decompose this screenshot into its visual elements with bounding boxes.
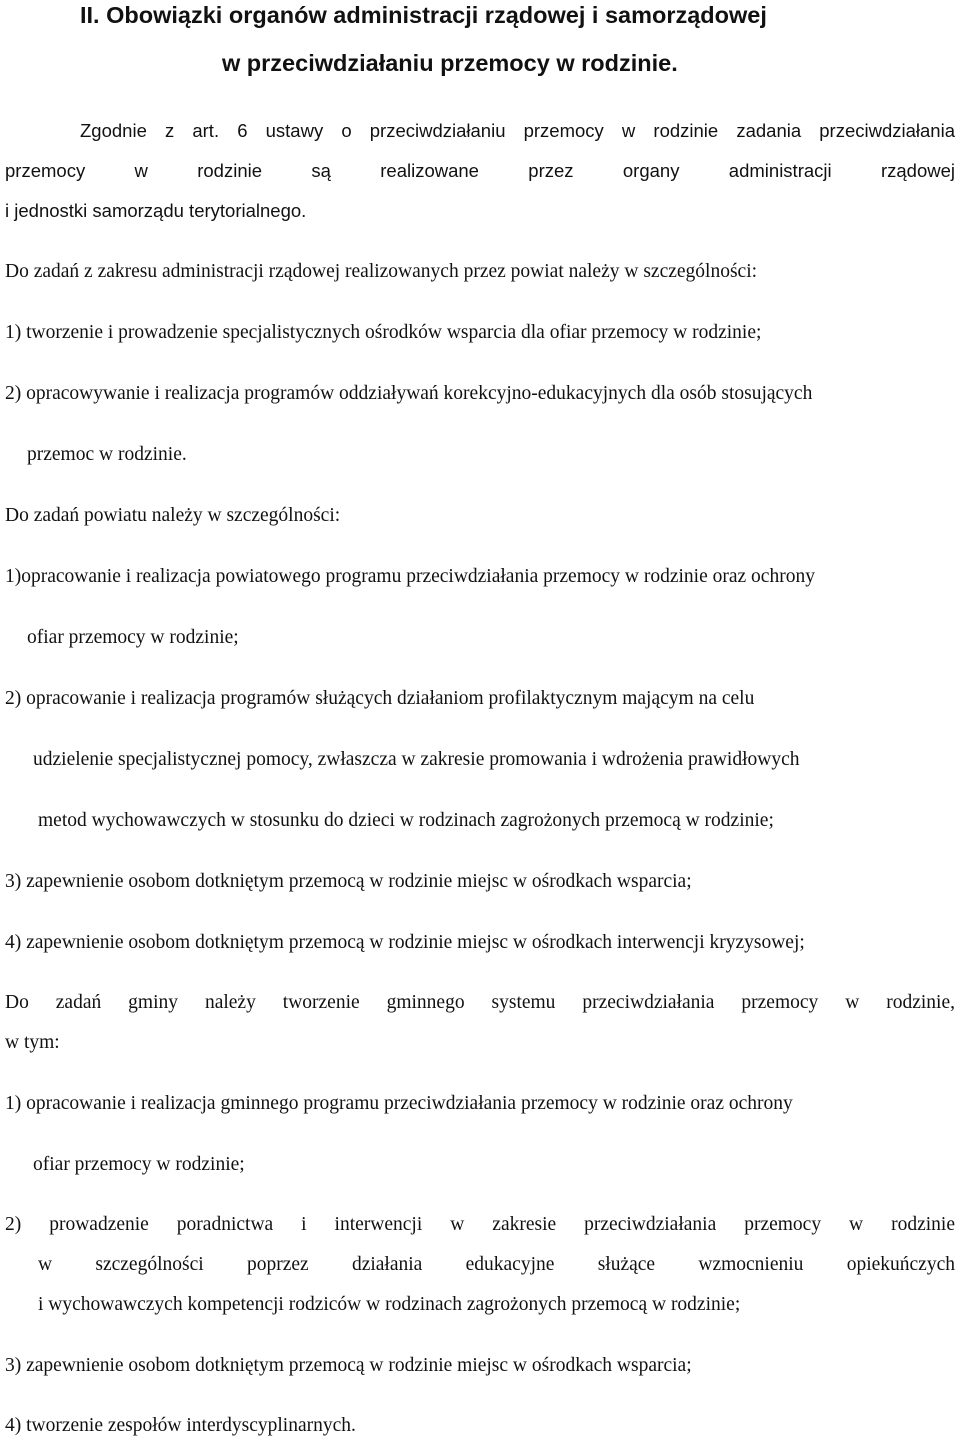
powiat-item-3: 3) zapewnienie osobom dotkniętym przemocą w rodzinie miejsc w ośrodkach wsparcia; — [5, 871, 692, 892]
gmina-item-1-cont: ofiar przemocy w rodzinie; — [33, 1154, 245, 1175]
administracja-heading: Do zadań z zakresu administracji rządowej realizowanych przez powiat należy w szczególności: — [5, 261, 758, 282]
administracja-item-1: 1) tworzenie i prowadzenie specjalistycznych ośrodków wsparcia dla ofiar przemocy w rodzinie; — [5, 322, 762, 343]
powiat-item-2-cont-2: metod wychowawczych w stosunku do dzieci w rodzinach zagrożonych przemocą w rodzinie; — [38, 810, 774, 831]
gmina-item-2-cont-2: i wychowawczych kompetencji rodziców w rodzinach zagrożonych przemocą w rodzinie; — [38, 1294, 741, 1315]
intro-line-1: Zgodnie z art. 6 ustawy o przeciwdziałaniu przemocy w rodzinie zadania przeciwdziałania — [80, 120, 955, 141]
gmina-item-2: 2) prowadzenie poradnictwa i interwencji w zakresie przeciwdziałania przemocy w rodzinie — [5, 1214, 955, 1235]
powiat-item-4: 4) zapewnienie osobom dotkniętym przemocą w rodzinie miejsc w ośrodkach interwencji kryzysowej; — [5, 932, 805, 953]
gmina-heading-cont: w tym: — [5, 1032, 60, 1053]
powiat-heading: Do zadań powiatu należy w szczególności: — [5, 505, 341, 526]
gmina-item-4: 4) tworzenie zespołów interdyscyplinarnych. — [5, 1415, 356, 1436]
section-title-line-1: II. Obowiązki organów administracji rządowej i samorządowej — [80, 2, 767, 28]
section-title-line-2: w przeciwdziałaniu przemocy w rodzinie. — [222, 50, 678, 76]
gmina-item-2-cont-1: w szczególności poprzez działania edukacyjne służące wzmocnieniu opiekuńczych — [38, 1254, 955, 1275]
powiat-item-1-cont: ofiar przemocy w rodzinie; — [27, 627, 239, 648]
gmina-item-3: 3) zapewnienie osobom dotkniętym przemocą w rodzinie miejsc w ośrodkach wsparcia; — [5, 1355, 692, 1376]
administracja-item-2-cont: przemoc w rodzinie. — [27, 444, 187, 465]
gmina-item-1: 1) opracowanie i realizacja gminnego programu przeciwdziałania przemocy w rodzinie oraz ochrony — [5, 1093, 793, 1114]
intro-line-2: przemocy w rodzinie są realizowane przez organy administracji rządowej — [5, 160, 955, 181]
powiat-item-1: 1)opracowanie i realizacja powiatowego programu przeciwdziałania przemocy w rodzinie oraz ochrony — [5, 566, 815, 587]
intro-line-3: i jednostki samorządu terytorialnego. — [5, 200, 307, 221]
administracja-item-2: 2) opracowywanie i realizacja programów oddziaływań korekcyjno-edukacyjnych dla osób stosujących — [5, 383, 813, 404]
powiat-item-2-cont-1: udzielenie specjalistycznej pomocy, zwłaszcza w zakresie promowania i wdrożenia prawidłowych — [33, 749, 800, 770]
gmina-heading: Do zadań gminy należy tworzenie gminnego systemu przeciwdziałania przemocy w rodzinie, — [5, 992, 955, 1013]
powiat-item-2: 2) opracowanie i realizacja programów służących działaniom profilaktycznym mającym na celu — [5, 688, 755, 709]
